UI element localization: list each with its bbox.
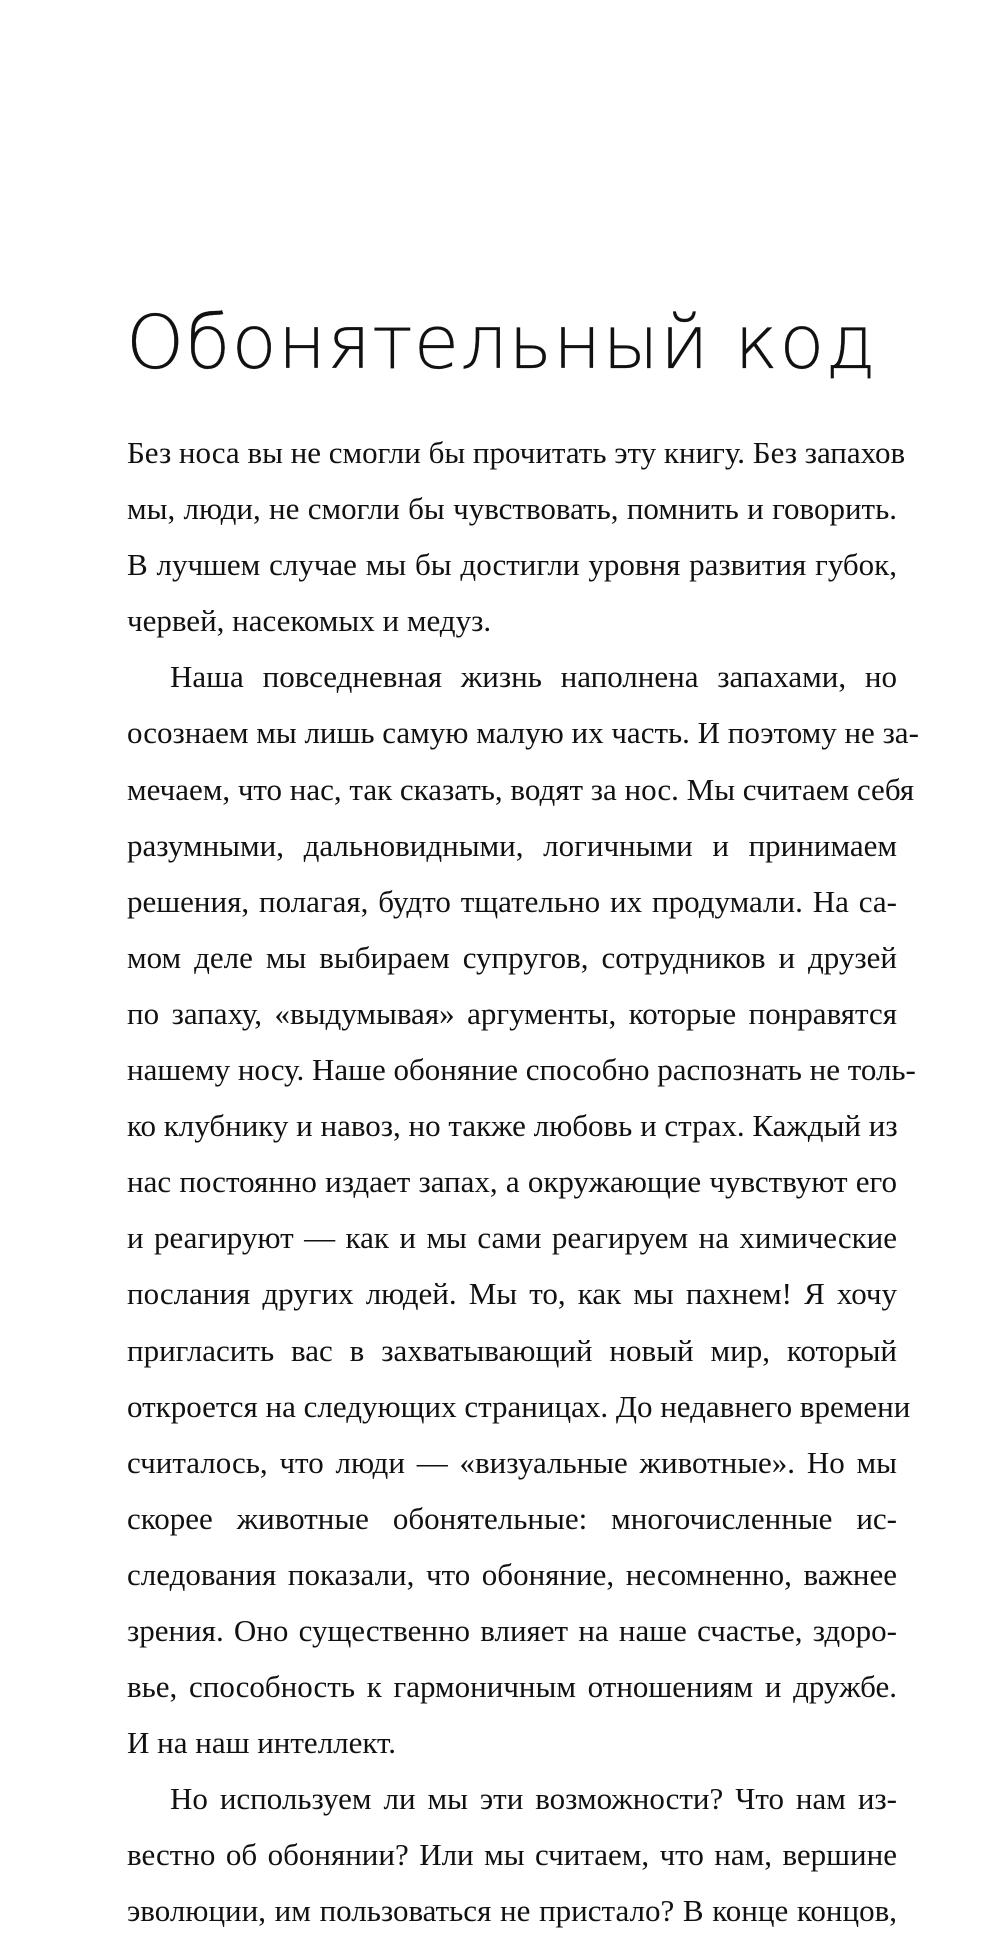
text-line: считалось, что люди — «визуальные животные». Но мы [127, 1444, 897, 1480]
text-line: мечаем, что нас, так сказать, водят за нос. Мы считаем себя [127, 771, 915, 807]
text-line: ко клубнику и навоз, но также любовь и страх. Каждый из [127, 1108, 898, 1144]
text-line: зрения. Оно существенно влияет на наше счастье, здоро- [127, 1612, 897, 1648]
text-line: В лучшем случае мы бы достигли уровня развития губок, [127, 547, 897, 583]
text-line: разумными, дальновидными, логичными и принимаем [127, 827, 897, 863]
text-line: решения, полагая, будто тщательно их продумали. На са- [127, 883, 897, 919]
text-line: и реагируют — как и мы сами реагируем на химические [127, 1220, 897, 1256]
text-line: нас постоянно издает запах, а окружающие чувствуют его [127, 1164, 897, 1200]
text-line: червей, насекомых и медуз. [127, 603, 492, 639]
text-line: откроется на следующих страницах. До недавнего времени [127, 1388, 911, 1424]
text-line: осознаем мы лишь самую малую их часть. И поэтому не за- [127, 715, 919, 751]
text-line: пригласить вас в захватывающий новый мир, который [127, 1332, 897, 1368]
chapter-title: Обонятельный код [126, 300, 877, 386]
text-line: мом деле мы выбираем супругов, сотрудников и друзей [127, 939, 897, 975]
text-line: мы, люди, не смогли бы чувствовать, помнить и говорить. [127, 491, 897, 527]
text-line: Наша повседневная жизнь наполнена запахами, но [170, 659, 897, 695]
text-line: скорее животные обонятельные: многочисленные ис- [127, 1500, 897, 1536]
text-line: вье, способность к гармоничным отношениям и дружбе. [127, 1669, 897, 1705]
text-line: послания других людей. Мы то, как мы пахнем! Я хочу [127, 1276, 897, 1312]
text-line: Но используем ли мы эти возможности? Что нам из- [170, 1781, 897, 1817]
text-line: по запаху, «выдумывая» аргументы, которые понравятся [127, 995, 897, 1031]
text-line: Без носа вы не смогли бы прочитать эту книгу. Без запахов [127, 435, 906, 470]
text-line: следования показали, что обоняние, несомненно, важнее [127, 1556, 897, 1592]
text-line: вестно об обонянии? Или мы считаем, что нам, вершине [127, 1837, 897, 1873]
text-line: И на наш интеллект. [127, 1725, 397, 1761]
body-text [127, 425, 919, 1940]
text-line: эволюции, им пользоваться не пристало? В конце концов, [127, 1893, 897, 1929]
text-line: нашему носу. Наше обоняние способно распознать не толь- [127, 1052, 916, 1088]
